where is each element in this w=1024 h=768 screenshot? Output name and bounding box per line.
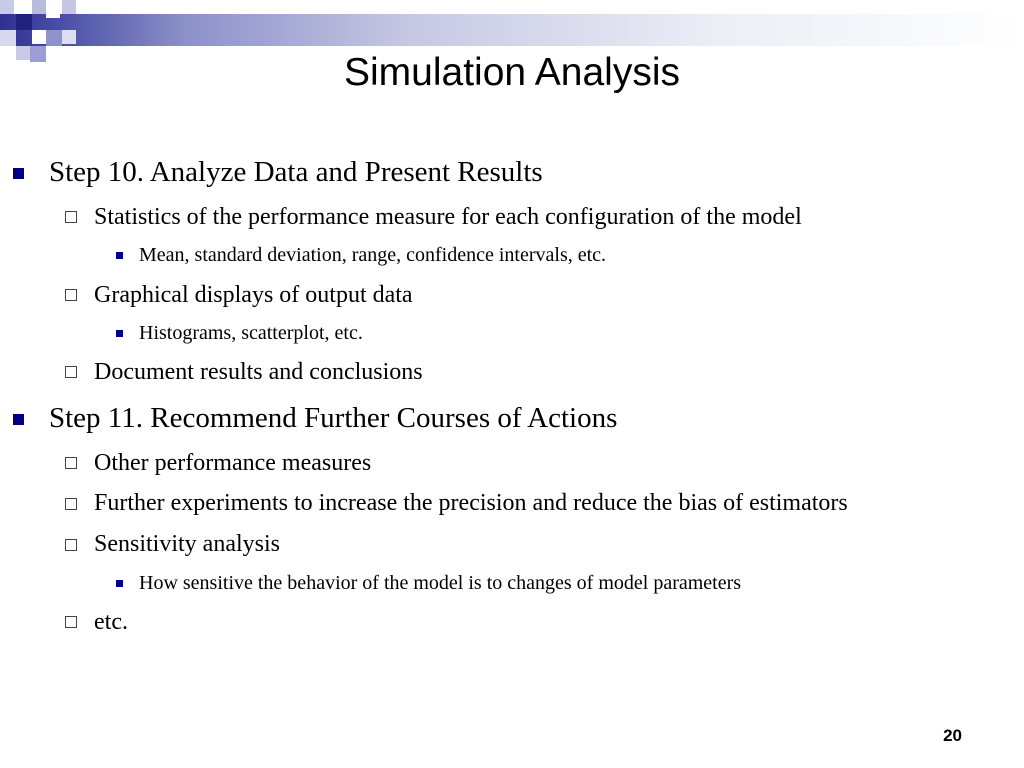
outline-item-other-measures: Other performance measures (94, 450, 372, 476)
square-bullet-icon (13, 168, 24, 179)
outline-item-histograms: Histograms, scatterplot, etc. (139, 322, 363, 344)
small-square-bullet-icon (116, 252, 123, 259)
small-square-bullet-icon (116, 330, 123, 337)
hollow-square-bullet-icon (65, 498, 77, 510)
hollow-square-bullet-icon (65, 457, 77, 469)
outline-item-graphical-displays: Graphical displays of output data (94, 282, 413, 308)
outline-item-mean-std: Mean, standard deviation, range, confidence intervals, etc. (139, 244, 607, 266)
slide-title: Simulation Analysis (344, 51, 680, 94)
outline-item-step-11: Step 11. Recommend Further Courses of Actions (49, 402, 618, 434)
outline-item-step-10: Step 10. Analyze Data and Present Results (49, 156, 543, 188)
outline-item-etc: etc. (94, 609, 128, 635)
hollow-square-bullet-icon (65, 539, 77, 551)
outline-item-how-sensitive: How sensitive the behavior of the model is to changes of model parameters (139, 572, 742, 594)
outline-item-statistics: Statistics of the performance measure for each configuration of the model (94, 204, 802, 230)
page-number: 20 (943, 726, 962, 745)
hollow-square-bullet-icon (65, 616, 77, 628)
outline-item-further-experiments: Further experiments to increase the precision and reduce the bias of estimators (94, 490, 848, 516)
small-square-bullet-icon (116, 580, 123, 587)
hollow-square-bullet-icon (65, 366, 77, 378)
hollow-square-bullet-icon (65, 289, 77, 301)
hollow-square-bullet-icon (65, 211, 77, 223)
square-bullet-icon (13, 414, 24, 425)
outline-item-document-results: Document results and conclusions (94, 359, 423, 385)
outline-item-sensitivity-analysis: Sensitivity analysis (94, 531, 280, 557)
